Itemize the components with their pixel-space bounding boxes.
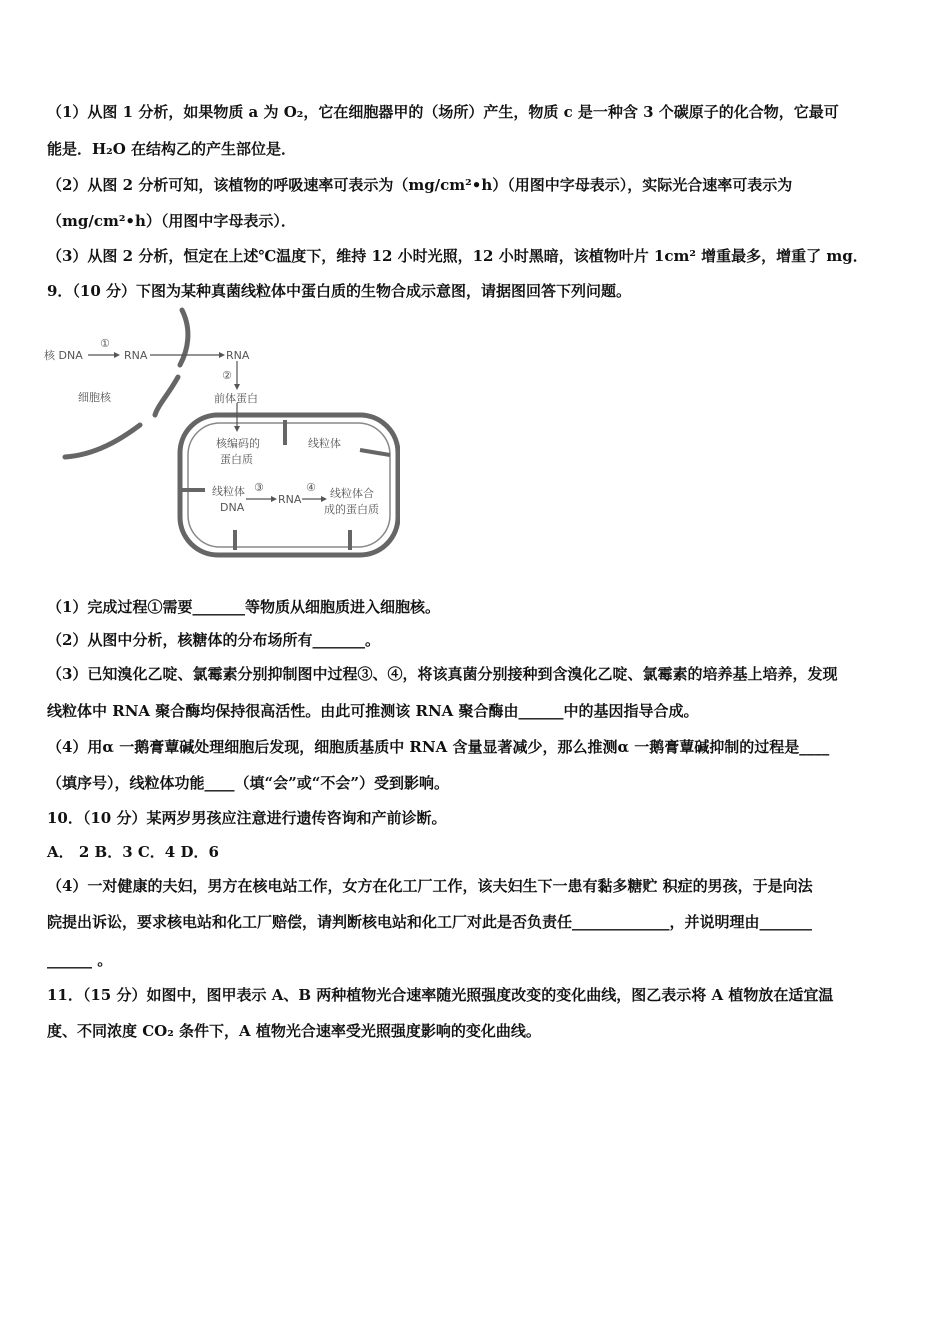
label-mito-protein-2: 成的蛋白质: [324, 503, 379, 516]
label-step-4: ④: [306, 481, 316, 494]
q8-part1-line1: （1）从图 1 分析，如果物质 a 为 O₂，它在细胞器甲的（场所）产生，物质 c 是一种含 3 个碳原子的化合物，它最可: [47, 103, 839, 121]
q10-title: 10．（10 分）某两岁男孩应注意进行遗传咨询和产前诊断。: [47, 809, 447, 827]
label-step-1: ①: [100, 337, 110, 350]
q11-title-line1: 11．（15 分）如图中，图甲表示 A、B 两种植物光合速率随光照强度改变的变化曲线，图乙表示将 A 植物放在适宜温: [47, 986, 834, 1004]
arrow-head: [114, 352, 120, 358]
q11-title-line2: 度、不同浓度 CO₂ 条件下，A 植物光合速率受光照强度影响的变化曲线。: [47, 1022, 541, 1040]
label-rna-1: RNA: [124, 349, 148, 362]
q9-part3-line2: 线粒体中 RNA 聚合酶均保持很高活性。由此可推测该 RNA 聚合酶由______中的基因指导合成。: [47, 702, 699, 720]
label-precursor-protein: 前体蛋白: [214, 392, 258, 405]
crista: [360, 450, 390, 455]
arrow-head: [321, 496, 327, 502]
mitochondria-protein-synthesis-diagram: [40, 305, 400, 560]
label-mito-dna-1: 线粒体: [212, 485, 245, 498]
arrow-head: [234, 384, 240, 390]
arrow-head: [219, 352, 225, 358]
nuclear-envelope: [65, 425, 140, 457]
label-rna-3: RNA: [278, 493, 302, 506]
q9-title: 9．（10 分）下图为某种真菌线粒体中蛋白质的生物合成示意图，请据图回答下列问题。: [47, 282, 632, 300]
q9-part4-line2: （填序号），线粒体功能____（填“会”或“不会”）受到影响。: [47, 774, 450, 792]
q10-part4-line3: ______ 。: [47, 951, 113, 969]
q10-part4-line1: （4）一对健康的夫妇，男方在核电站工作，女方在化工厂工作，该夫妇生下一患有黏多糖贮 积症的男孩，于是向法: [47, 877, 813, 895]
q9-part3-line1: （3）已知溴化乙啶、氯霉素分别抑制图中过程③、④，将该真菌分别接种到含溴化乙啶、氯霉素的培养基上培养，发现: [47, 665, 838, 683]
q9-part1: （1）完成过程①需要_______等物质从细胞质进入细胞核。: [47, 598, 440, 616]
label-mito-dna-2: DNA: [220, 501, 245, 514]
q9-part4-line1: （4）用α 一鹅膏蕈碱处理细胞后发现，细胞质基质中 RNA 含量显著减少，那么推测α 一鹅膏蕈碱抑制的过程是____: [47, 738, 830, 756]
q9-part2: （2）从图中分析，核糖体的分布场所有_______。: [47, 631, 380, 649]
label-nucleus: 细胞核: [78, 391, 111, 404]
nuclear-envelope: [180, 310, 188, 365]
q10-part4-line2: 院提出诉讼，要求核电站和化工厂赔偿，请判断核电站和化工厂对此是否负责任_____________，并说明理由_______: [47, 913, 813, 931]
q8-part1-line2: 能是．H₂O 在结构乙的产生部位是．: [47, 140, 297, 158]
q10-options: A． 2 B．3 C．4 D．6: [47, 843, 219, 861]
label-step-3: ③: [254, 481, 264, 494]
q8-part2-line2: （mg/cm²•h）（用图中字母表示）．: [47, 212, 296, 230]
label-step-2: ②: [222, 369, 232, 382]
nuclear-envelope: [155, 377, 178, 415]
label-mitochondrion: 线粒体: [308, 437, 341, 450]
arrow-head: [271, 496, 277, 502]
label-nuclear-encoded-1: 核编码的: [216, 437, 260, 450]
label-rna-2: RNA: [226, 349, 250, 362]
q8-part3: （3）从图 2 分析，恒定在上述℃温度下，维持 12 小时光照，12 小时黑暗，该植物叶片 1cm² 增重最多，增重了 mg．: [47, 247, 868, 265]
label-mito-protein-1: 线粒体合: [330, 487, 374, 500]
q8-part2-line1: （2）从图 2 分析可知，该植物的呼吸速率可表示为（mg/cm²•h）（用图中字母表示），实际光合速率可表示为: [47, 176, 793, 194]
label-nuclear-encoded-2: 蛋白质: [220, 453, 253, 466]
arrow-head: [234, 426, 240, 432]
label-nuclear-dna: 核 DNA: [44, 349, 83, 362]
